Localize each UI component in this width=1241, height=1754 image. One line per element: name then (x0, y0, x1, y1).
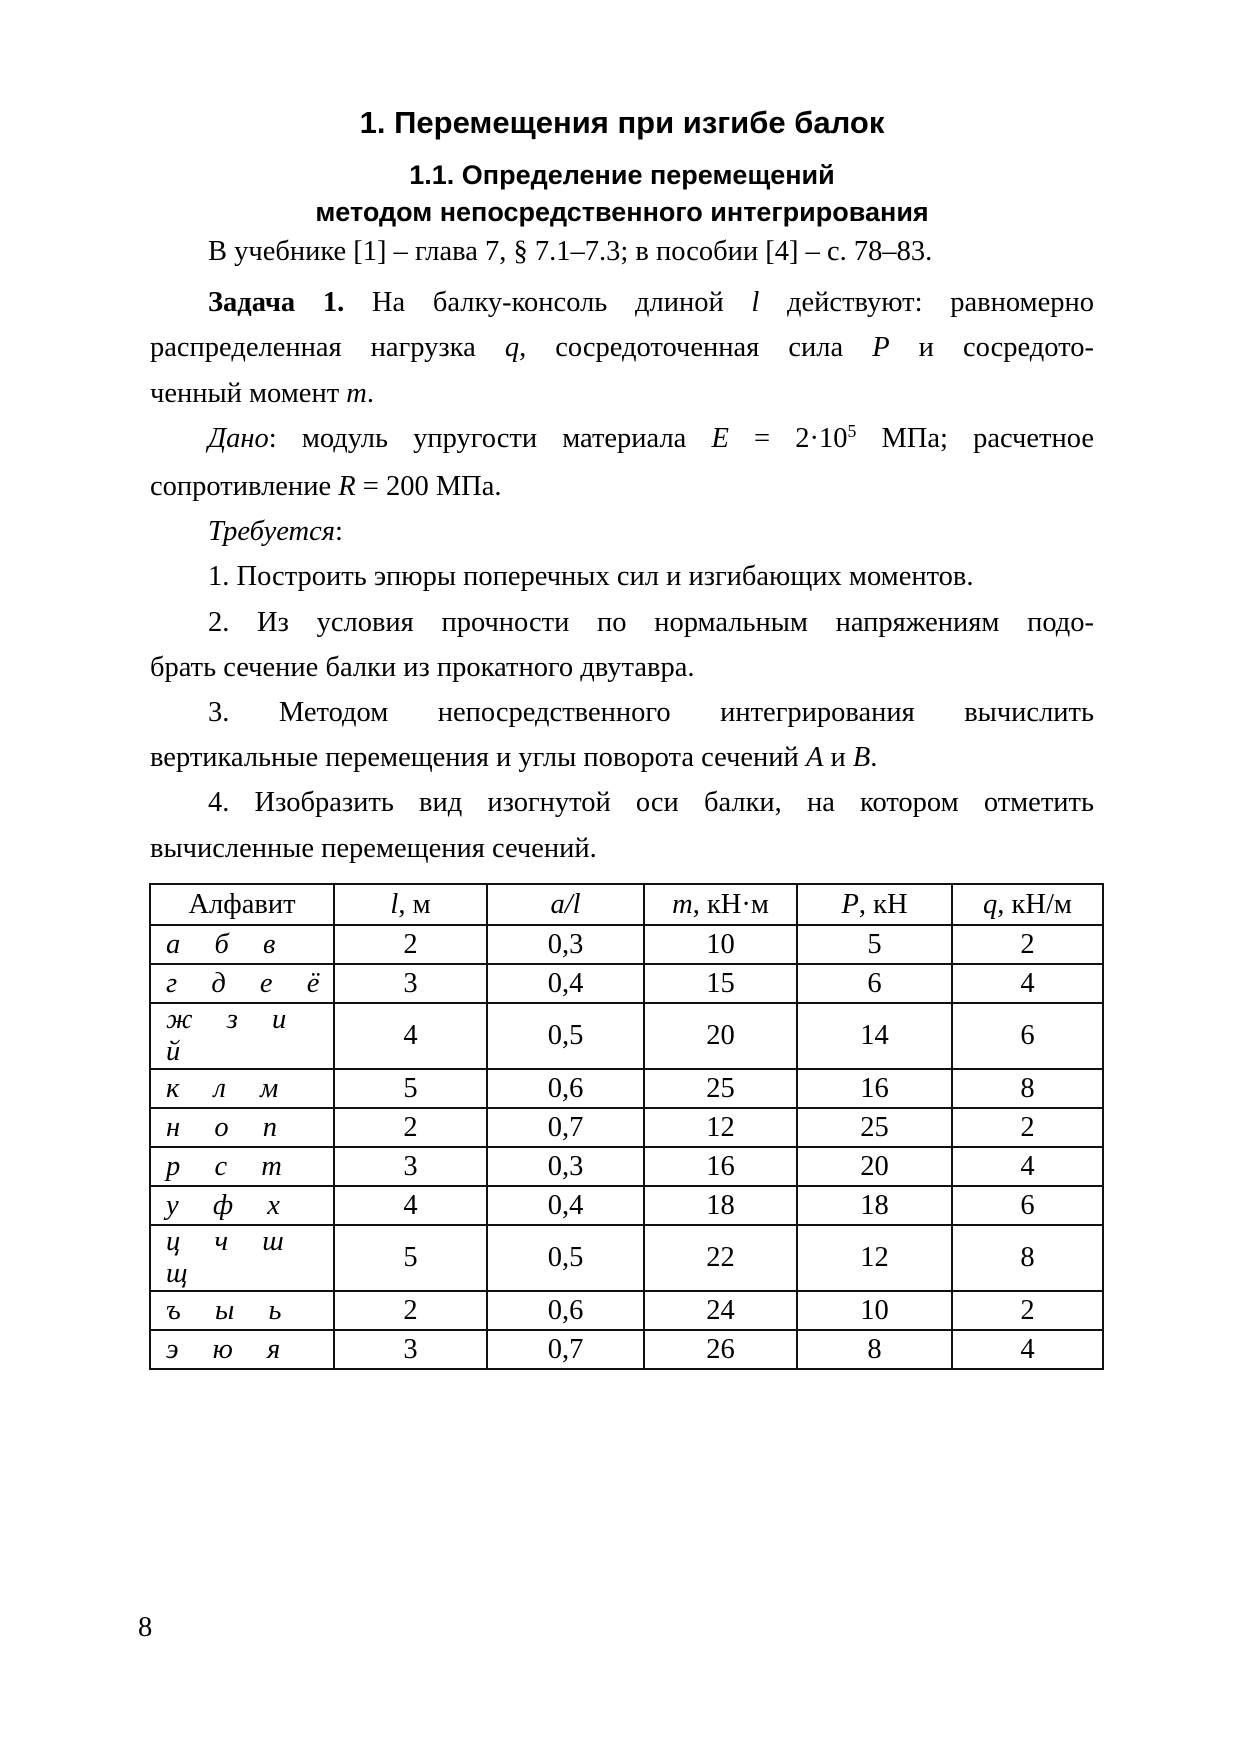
text-line (150, 554, 1094, 599)
table-row (150, 1069, 1103, 1108)
alphabet-cell: ъ ы ь (150, 1291, 334, 1330)
value-cell: 2 (334, 1108, 487, 1147)
text-segment: , сосредоточенная сила (519, 332, 873, 364)
text-segment: , кН (858, 888, 908, 920)
value-cell: 5 (334, 1225, 487, 1291)
text-segment: l (751, 287, 760, 319)
text-line (150, 416, 1094, 464)
value-cell: 2 (952, 925, 1103, 964)
text-segment: 2. Из условия прочности по нормальным напряжениям подо- (208, 606, 1094, 638)
alphabet-cell: э ю я (150, 1330, 334, 1369)
value-cell: 16 (644, 1147, 797, 1186)
text-segment: В учебнике [1] – глава 7, § 7.1–7.3; в пособии [4] – с. 78–83. (208, 236, 933, 267)
text-segment: и (823, 742, 853, 774)
text-segment: Требуется (208, 516, 336, 548)
value-cell: 20 (644, 1003, 797, 1069)
text-segment: вертикальные перемещения и углы поворота сечений (150, 742, 806, 774)
alphabet-cell: у ф х (150, 1186, 334, 1225)
paragraph-item-3 (150, 690, 1094, 780)
text-segment: m (346, 377, 367, 409)
text-line (150, 600, 1094, 645)
value-cell: 4 (334, 1003, 487, 1069)
text-line (150, 826, 1094, 871)
text-segment: распределенная нагрузка (150, 332, 505, 364)
text-line (150, 509, 1094, 554)
value-cell: 12 (644, 1108, 797, 1147)
alphabet-cell: ц ч ш щ (150, 1225, 334, 1291)
text-segment: = 2·10 (728, 422, 848, 454)
value-cell: 5 (334, 1069, 487, 1108)
text-line (150, 280, 1094, 325)
variants-table (149, 883, 1104, 1370)
text-line (150, 645, 1094, 690)
value-cell: 3 (334, 964, 487, 1003)
table-header-cell (150, 884, 334, 925)
value-cell: 5 (797, 925, 952, 964)
text-segment: сопротивление (150, 471, 339, 503)
alphabet-cell: н о п (150, 1108, 334, 1147)
text-line (150, 464, 1094, 509)
table-row (150, 1108, 1103, 1147)
value-cell: 22 (644, 1225, 797, 1291)
value-cell: 0,3 (487, 1147, 644, 1186)
text-segment: вычисленные перемещения сечений. (150, 832, 597, 864)
value-cell: 2 (952, 1291, 1103, 1330)
table-row (150, 1003, 1103, 1069)
value-cell: 0,5 (487, 1003, 644, 1069)
value-cell: 0,6 (487, 1069, 644, 1108)
value-cell: 4 (334, 1186, 487, 1225)
text-segment: На балку-консоль длиной (344, 287, 752, 319)
text-segment: 5 (847, 421, 857, 442)
table-body (150, 925, 1103, 1369)
alphabet-cell: ж з и й (150, 1003, 334, 1069)
text-segment: , м (398, 888, 431, 920)
text-segment: l (390, 888, 399, 920)
table-header-cell (952, 884, 1103, 925)
value-cell: 6 (797, 964, 952, 1003)
text-segment: МПа; расчетное (856, 422, 1094, 454)
value-cell: 2 (952, 1108, 1103, 1147)
text-segment: ченный момент (150, 377, 347, 409)
value-cell: 0,4 (487, 1186, 644, 1225)
table-row (150, 1147, 1103, 1186)
table-row (150, 925, 1103, 964)
text-segment: P (841, 888, 859, 920)
value-cell: 8 (952, 1225, 1103, 1291)
text-segment: = 200 МПа. (355, 471, 502, 503)
text-segment: Задача 1. (208, 287, 345, 319)
text-segment: 1. Построить эпюры поперечных сил и изгибающих моментов. (208, 561, 974, 593)
value-cell: 26 (644, 1330, 797, 1369)
value-cell: 20 (797, 1147, 952, 1186)
text-segment: . (870, 742, 878, 774)
text-segment: q (983, 888, 998, 920)
value-cell: 0,4 (487, 964, 644, 1003)
value-cell: 25 (644, 1069, 797, 1108)
value-cell: 6 (952, 1186, 1103, 1225)
text-line (150, 735, 1094, 780)
value-cell: 18 (797, 1186, 952, 1225)
body-text (150, 229, 1094, 871)
text-line (150, 371, 1094, 416)
table-header-cell (644, 884, 797, 925)
value-cell: 0,5 (487, 1225, 644, 1291)
section-title-line2: методом непосредственного интегрирования (315, 197, 929, 227)
table-row (150, 1225, 1103, 1291)
text-segment: брать сечение балки из прокатного двутавра. (150, 651, 695, 683)
paragraph-item-2 (150, 600, 1094, 690)
table-header-cell (487, 884, 644, 925)
paragraph-reference (150, 229, 1094, 274)
table-row (150, 1186, 1103, 1225)
text-segment: и сосредото- (889, 332, 1094, 364)
chapter-title: 1. Перемещения при изгибе балок (359, 105, 885, 140)
text-segment: P (872, 332, 890, 364)
alphabet-cell: а б в (150, 925, 334, 964)
paragraph-item-1 (150, 554, 1094, 599)
value-cell: 4 (952, 964, 1103, 1003)
value-cell: 0,3 (487, 925, 644, 964)
text-segment: : (335, 516, 343, 548)
value-cell: 0,6 (487, 1291, 644, 1330)
page-number: 8 (138, 1612, 153, 1643)
text-segment: : модуль упругости материала (268, 422, 712, 454)
value-cell: 3 (334, 1330, 487, 1369)
value-cell: 0,7 (487, 1330, 644, 1369)
text-segment: . (366, 377, 374, 409)
section-title (150, 157, 1094, 231)
text-segment: m (672, 888, 693, 920)
paragraph-given (150, 416, 1094, 509)
table-header-cell (334, 884, 487, 925)
table-head (150, 884, 1103, 925)
text-segment: , кН/м (997, 888, 1072, 920)
text-line (150, 690, 1094, 735)
value-cell: 14 (797, 1003, 952, 1069)
table-header-cell (797, 884, 952, 925)
value-cell: 18 (644, 1186, 797, 1225)
value-cell: 10 (644, 925, 797, 964)
value-cell: 2 (334, 1291, 487, 1330)
value-cell: 8 (952, 1069, 1103, 1108)
text-segment: , кН·м (692, 888, 769, 920)
value-cell: 4 (952, 1147, 1103, 1186)
alphabet-cell: р с т (150, 1147, 334, 1186)
paragraph-task-statement (150, 280, 1094, 416)
value-cell: 6 (952, 1003, 1103, 1069)
paragraph-required (150, 509, 1094, 554)
text-line (150, 780, 1094, 825)
text-segment: E (711, 422, 729, 454)
value-cell: 0,7 (487, 1108, 644, 1147)
alphabet-cell: к л м (150, 1069, 334, 1108)
text-segment: B (852, 742, 871, 774)
value-cell: 2 (334, 925, 487, 964)
section-title-line1: 1.1. Определение перемещений (409, 160, 835, 190)
value-cell: 12 (797, 1225, 952, 1291)
text-segment: действуют: равномерно (759, 287, 1094, 319)
value-cell: 25 (797, 1108, 952, 1147)
value-cell: 24 (644, 1291, 797, 1330)
value-cell: 15 (644, 964, 797, 1003)
text-segment: a/l (550, 888, 581, 920)
text-line (150, 325, 1094, 370)
value-cell: 10 (797, 1291, 952, 1330)
text-segment: q (504, 332, 520, 364)
table-row (150, 1330, 1103, 1369)
text-segment: Алфавит (188, 888, 296, 920)
text-line (150, 229, 1094, 274)
text-segment: Дано (208, 422, 269, 454)
text-segment: A (805, 742, 824, 774)
text-segment: R (338, 471, 356, 503)
text-segment: 4. Изобразить вид изогнутой оси балки, на котором отметить (208, 787, 1094, 819)
alphabet-cell: г д е ё (150, 964, 334, 1003)
table-row (150, 1291, 1103, 1330)
text-segment: 3. Методом непосредственного интегрирования вычислить (208, 697, 1094, 729)
table-row (150, 964, 1103, 1003)
table-header-row (150, 884, 1103, 925)
value-cell: 16 (797, 1069, 952, 1108)
paragraph-item-4 (150, 780, 1094, 870)
value-cell: 4 (952, 1330, 1103, 1369)
value-cell: 3 (334, 1147, 487, 1186)
value-cell: 8 (797, 1330, 952, 1369)
